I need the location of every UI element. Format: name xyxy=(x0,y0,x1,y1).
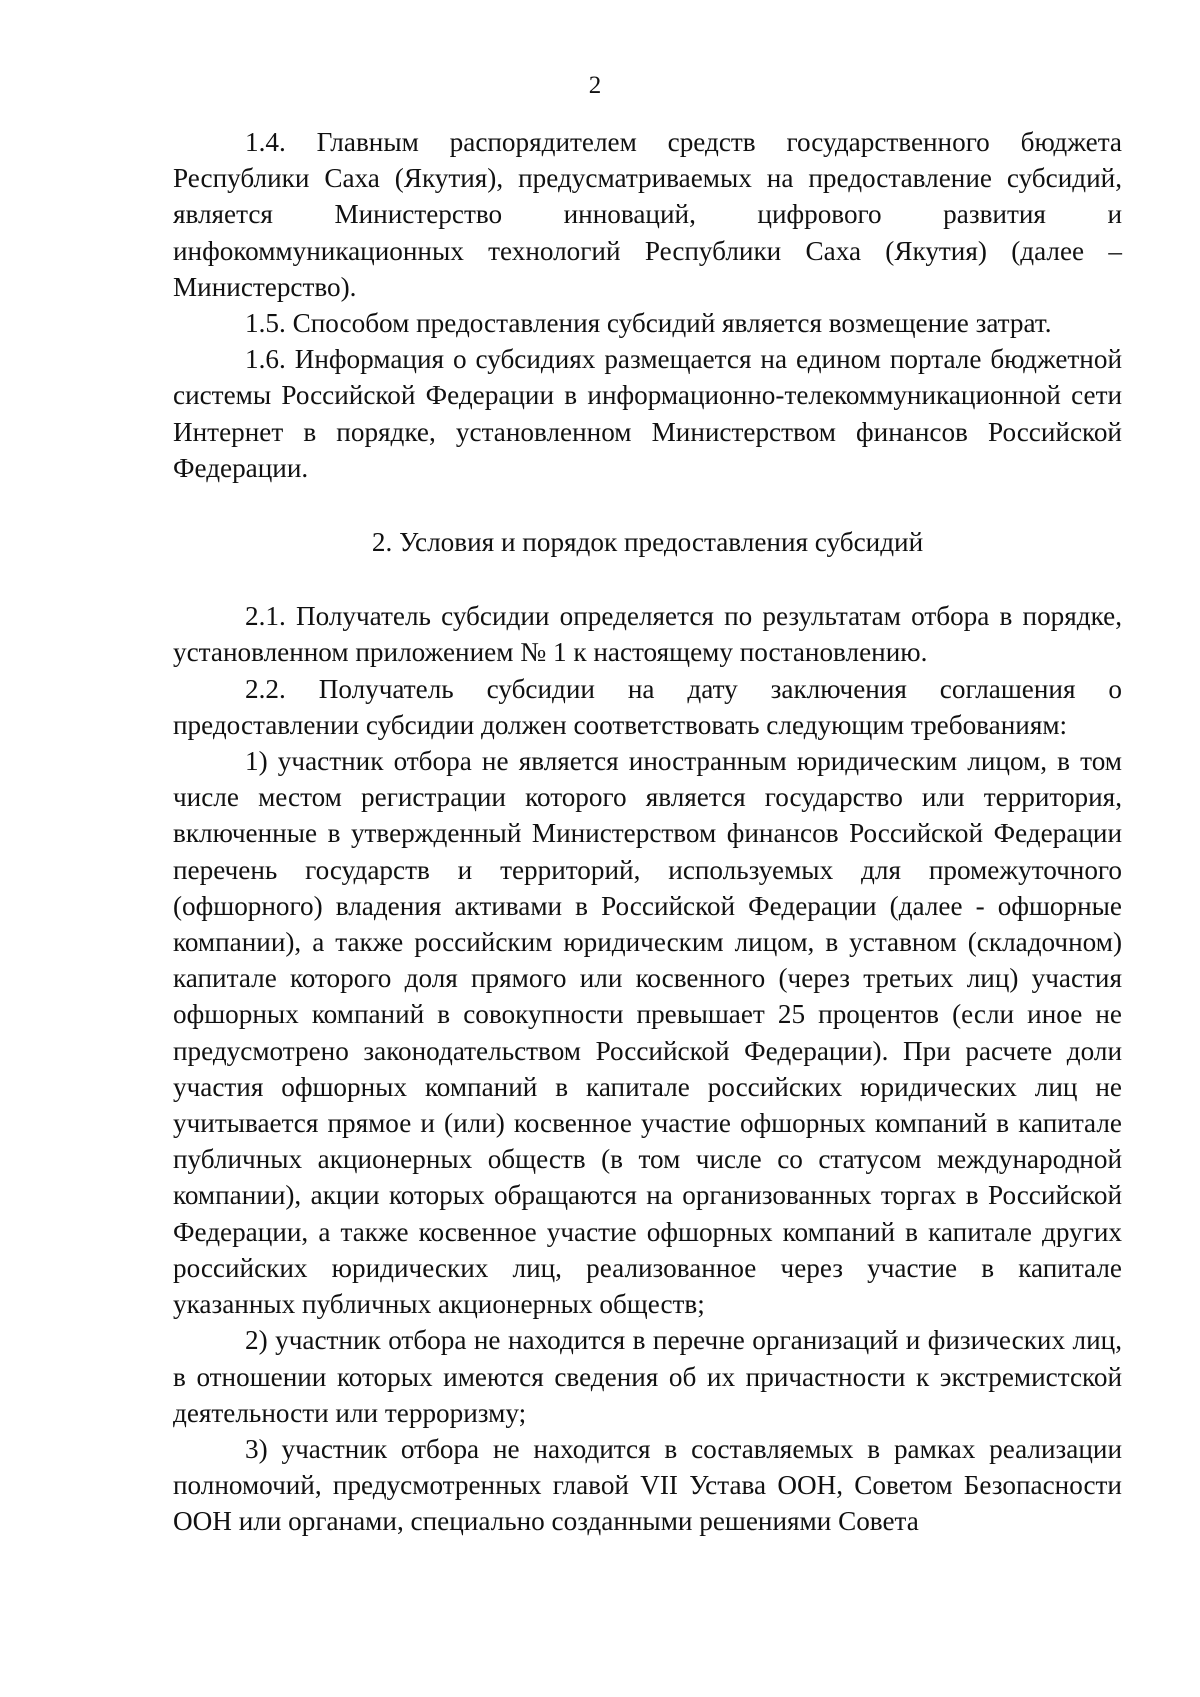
document-body xyxy=(173,124,1122,1540)
page-number: 2 xyxy=(588,72,602,99)
requirement-item-2: 2) участник отбора не находится в перечне организаций и физических лиц, в отношении которых имеются сведения об их причастности к экстремистской деятельности или терроризму; xyxy=(173,1325,1122,1428)
paragraph-1-6: 1.6. Информация о субсидиях размещается на едином портале бюджетной системы Российской Федерации в информационно-телекоммуникационной сети Интернет в порядке, установленном Министерством финансов Российской Федерации. xyxy=(173,344,1122,483)
paragraph-2-2: 2.2. Получатель субсидии на дату заключения соглашения о предоставлении субсидии должен соответствовать следующим требованиям: xyxy=(173,673,1122,740)
paragraph-1-4: 1.4. Главным распорядителем средств государственного бюджета Республики Саха (Якутия), предусматриваемых на предоставление субсидий, является Министерство инноваций, цифрового развития и инфокоммуникационных технологий Республики Саха (Якутия) (далее – Министерство). xyxy=(173,127,1122,302)
requirement-item-1: 1) участник отбора не является иностранным юридическим лицом, в том числе местом регистрации которого является государство или территория, включенные в утвержденный Министерством финансов Российской Федерации перечень государств и территорий, используемых для промежуточного (офшорного) владения активами в Российской Федерации (далее - офшорные компании), а также российским юридическим лицом, в уставном (складочном) капитале которого доля прямого или косвенного (через третьих лиц) участия офшорных компаний в совокупности превышает 25 процентов (если иное не предусмотрено законодательством Российской Федерации). При расчете доли участия офшорных компаний в капитале российских юридических лиц не учитывается прямое и (или) косвенное участие офшорных компаний в капитале публичных акционерных обществ (в том числе со статусом международной компании), акции которых обращаются на организованных торгах в Российской Федерации, а также косвенное участие офшорных компаний в капитале других российских юридических лиц, реализованное через участие в капитале указанных публичных акционерных обществ; xyxy=(173,746,1122,1320)
paragraph-2-1: 2.1. Получатель субсидии определяется по результатам отбора в порядке, установленном приложением № 1 к настоящему постановлению. xyxy=(173,601,1122,668)
section-heading: 2. Условия и порядок предоставления субсидий xyxy=(371,527,924,558)
paragraph-1-5: 1.5. Способом предоставления субсидий является возмещение затрат. xyxy=(245,308,1052,339)
requirement-item-3: 3) участник отбора не находится в составляемых в рамках реализации полномочий, предусмотренных главой VII Устава ООН, Советом Безопасности ООН или органами, специально созданными решениями Совета xyxy=(173,1433,1122,1537)
